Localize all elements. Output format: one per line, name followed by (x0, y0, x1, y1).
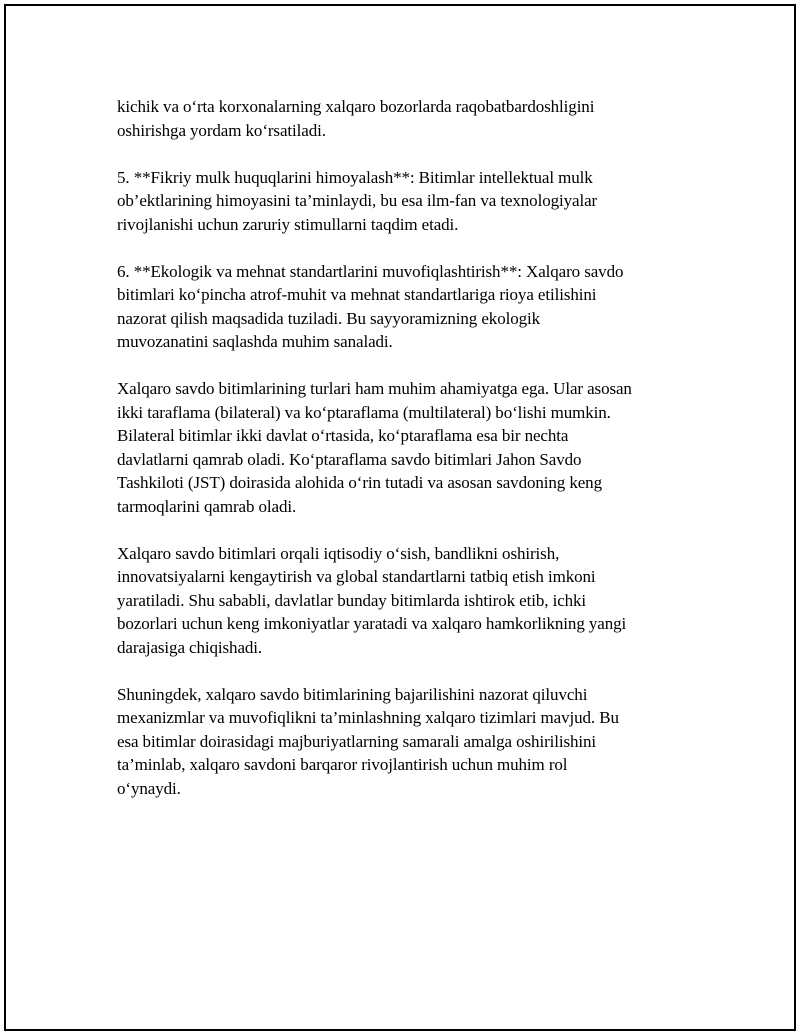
text-line: kichik va o‘rta korxonalarning xalqaro bozorlarda raqobatbardoshligini (117, 97, 595, 116)
paragraph-continuation (117, 95, 697, 142)
text-line: mexanizmlar va muvofiqlikni ta’minlashning xalqaro tizimlari mavjud. Bu (117, 708, 619, 727)
text-line: 6. **Ekologik va mehnat standartlarini muvofiqlashtirish**: Xalqaro savdo (117, 261, 624, 281)
text-line: yaratiladi. Shu sababli, davlatlar bunday bitimlarda ishtirok etib, ichki (117, 590, 587, 610)
text-line: Xalqaro savdo bitimlari orqali iqtisodiy o‘sish, bandlikni oshirish, (117, 543, 560, 563)
text-line: darajasiga chiqishadi. (117, 637, 263, 657)
paragraph-economic-growth (117, 542, 697, 660)
text-line: oshirishga yordam ko‘rsatiladi. (117, 120, 326, 140)
text-line: bitimlari ko‘pincha atrof-muhit va mehnat standartlariga rioya etilishini (117, 285, 597, 304)
text-line: ikki taraflama (bilateral) va ko‘ptaraflama (multilateral) bo‘lishi mumkin. (117, 402, 611, 422)
text-line: ta’minlab, xalqaro savdoni barqaror rivojlantirish uchun muhim rol (117, 755, 568, 774)
text-line: muvozanatini saqlashda muhim sanaladi. (117, 332, 393, 351)
text-line: Shuningdek, xalqaro savdo bitimlarining bajarilishini nazorat qiluvchi (117, 684, 588, 704)
text-line: nazorat qilish maqsadida tuziladi. Bu sayyoramizning ekologik (117, 308, 541, 328)
text-line: davlatlarni qamrab oladi. Ko‘ptaraflama savdo bitimlari Jahon Savdo (117, 449, 582, 469)
text-line: Xalqaro savdo bitimlarining turlari ham muhim ahamiyatga ega. Ular asosan (117, 379, 632, 398)
text-line: 5. **Fikriy mulk huquqlarini himoyalash**: Bitimlar intellektual mulk (117, 167, 593, 187)
paragraph-enforcement (117, 683, 697, 801)
text-line: ob’ektlarining himoyasini ta’minlaydi, bu esa ilm-fan va texnologiyalar (117, 191, 598, 210)
text-line: bozorlari uchun keng imkoniyatlar yaratadi va xalqaro hamkorlikning yangi (117, 614, 627, 633)
text-line: esa bitimlar doirasidagi majburiyatlarning samarali amalga oshirilishini (117, 731, 597, 751)
text-line: o‘ynaydi. (117, 778, 181, 798)
text-line: rivojlanishi uchun zaruriy stimullarni taqdim etadi. (117, 214, 459, 234)
document-body (117, 95, 697, 824)
paragraph-item-5 (117, 166, 697, 237)
text-line: innovatsiyalarni kengaytirish va global standartlarni tatbiq etish imkoni (117, 567, 596, 586)
paragraph-agreement-types (117, 377, 697, 518)
text-line: Tashkiloti (JST) doirasida alohida o‘rin tutadi va asosan savdoning keng (117, 473, 602, 492)
text-line: Bilateral bitimlar ikki davlat o‘rtasida, ko‘ptaraflama esa bir nechta (117, 426, 569, 445)
paragraph-item-6 (117, 260, 697, 354)
text-line: tarmoqlarini qamrab oladi. (117, 496, 297, 516)
